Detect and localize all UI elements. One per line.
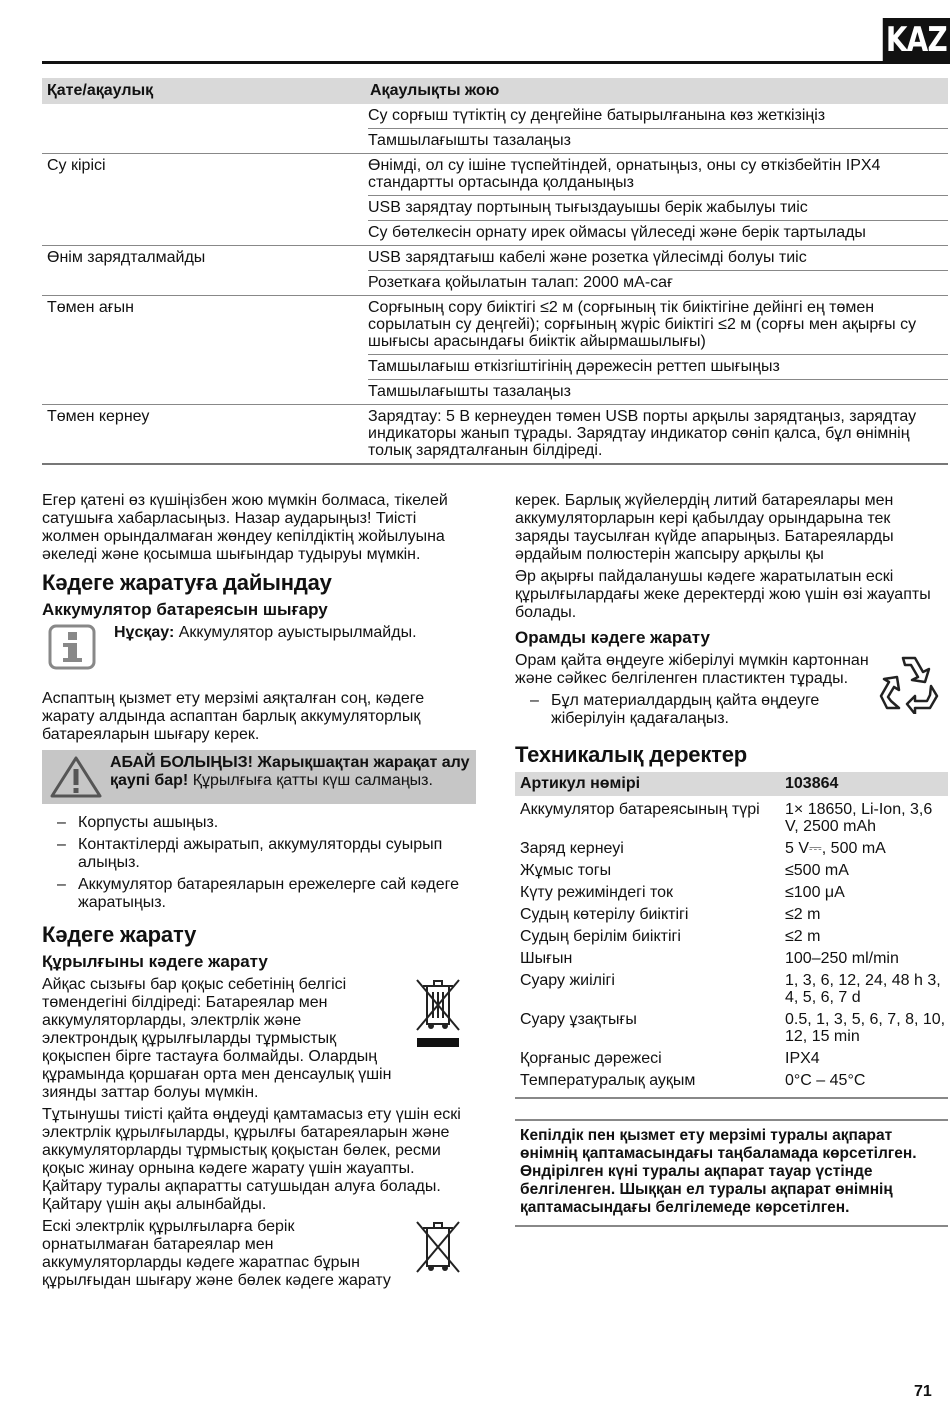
- spec-value: 1, 3, 6, 12, 24, 48 h 3, 4, 5, 6, 7 d: [785, 972, 941, 1006]
- table-row: [515, 1050, 948, 1067]
- table-row: [515, 801, 948, 835]
- spec-key: Шығын: [520, 950, 573, 967]
- list-item: – Контактілерді ажыратып, аккумуляторды суырып алыңыз.: [42, 836, 476, 872]
- remedy-cell: Тамшылағыш өткізгіштігінің дәрежесін реттеп шығыңыз: [368, 354, 948, 379]
- fault-cell: Төмен ағын: [47, 299, 134, 316]
- intro-paragraph: Егер қатені өз күшіңізбен жою мүмкін болмаса, тікелей сатушыға хабарласыңыз. Назар аударыңыз! Тиісті жолмен орындалмаған жөндеу кепілдіктің жойылуына әкеледі және қосымша шығындар тудыруы мүмкін.: [42, 492, 448, 563]
- remedy-cell: USB зарядтағыш кабелі және розетка үйлесімді болуы тиіс: [368, 249, 807, 266]
- table-row: [515, 928, 948, 945]
- old-devices-text: Ескі электрлік құрылғыларға берік орнатылмаған батареялар мен аккумуляторларды кәдеге жаратпас бұрын құрылғыдан шығару және бөлек кәдеге жарату: [42, 1218, 391, 1289]
- spec-key: Жұмыс тогы: [520, 862, 612, 879]
- table-row: [515, 840, 948, 857]
- remedy-cell: Тамшылағышты тазалаңыз: [368, 128, 948, 153]
- spec-bottom-rule: [515, 1097, 948, 1099]
- table-row: [515, 862, 948, 879]
- warning-icon: [48, 754, 104, 800]
- packaging-paragraph: [515, 652, 948, 732]
- guarantee-box: Кепілдік пен қызмет ету мерзімі туралы ақпарат өнімнің қаптамасындағы таңбаламада көрсетілген. Өндірілген күні туралы ақпарат тауар үстінде белгіленген. Шыққан ел туралы ақпарат өнімнің қаптамасындағы белгілемеде көрсетілген.: [515, 1119, 948, 1227]
- remedy-cell: Зарядтау: 5 В кернеуден төмен USB порты арқылы зарядтаңыз, зарядтау индикаторы жанып тұрады. Зарядтау индикатор сөніп қалса, бұл өнімнің толық зарядталғанын білдіреді.: [368, 408, 917, 459]
- spec-value: ≤2 m: [785, 928, 821, 945]
- language-badge: KAZ: [883, 18, 950, 62]
- table-row: [515, 950, 948, 967]
- note-box: [42, 624, 476, 670]
- remedy-cell: Сорғының сору биіктігі ≤2 м (сорғының тік биіктігіне дейінгі ең төмен сорылатын су деңгейі); сорғының жүріс биіктігі ≤2 м (сорғы мен ақырғы су шығысы арасындағы биіктік айырмашылығы): [368, 299, 917, 350]
- spec-value: 103864: [785, 775, 839, 792]
- heading-disposal-prep: Кәдеге жаратуға дайындау: [42, 570, 332, 595]
- table-row: [42, 104, 948, 153]
- remedy-cell: Су бөтелкесін орнату ирек оймасы үйлеседі және берік тартылады: [368, 220, 948, 245]
- spec-key: Қорғаныс дәрежесі: [520, 1050, 662, 1067]
- spec-table: [515, 772, 948, 1099]
- page-number: 71: [914, 1383, 932, 1400]
- top-rule: [42, 61, 950, 64]
- spec-key: Судың берілім биіктігі: [520, 928, 681, 945]
- recycle-icon: [877, 652, 941, 714]
- heading-battery-removal: Аккумулятор батареясын шығару: [42, 600, 328, 619]
- spec-value: IPX4: [785, 1050, 820, 1067]
- fault-cell: Төмен кернеу: [47, 408, 150, 425]
- note-label: Нұсқау:: [114, 624, 175, 641]
- table-header: [42, 78, 948, 104]
- troubleshooting-table: [42, 78, 948, 465]
- spec-value: 0.5, 1, 3, 5, 6, 7, 8, 10, 12, 15 min: [785, 1011, 946, 1045]
- spec-value: ≤2 m: [785, 906, 821, 923]
- warning-box: [42, 750, 476, 804]
- crossed-bin-icon: [413, 976, 463, 1050]
- warning-text: Құрылғыға қатты күш салмаңыз.: [188, 772, 433, 789]
- heading-device-disposal: Құрылғыны кәдеге жарату: [42, 952, 268, 971]
- spec-value: 0°C – 45°C: [785, 1072, 866, 1089]
- left-column: [42, 492, 476, 1294]
- spec-value: 5 V⎓, 500 mA: [785, 840, 886, 857]
- fault-cell: Өнім зарядталмайды: [47, 249, 206, 266]
- spec-value: ≤500 mA: [785, 862, 849, 879]
- battery-return-paragraph: керек. Барлық жүйелердің литий батареялары мен аккумуляторларын кері қабылдау орындарына тек заряды таусылған күйде апарыңыз. Батареяларды әрдайым полюстерін жапсыру арқылы қы: [515, 492, 894, 563]
- service-paragraph: Аспаптың қызмет ету мерзімі аяқталған соң, кәдеге жарату алдында аспаптан барлық аккумуляторлық батареяларын шығару керек.: [42, 690, 425, 743]
- spec-key: Суару жиілігі: [520, 972, 615, 989]
- step-text: Корпусты ашыңыз.: [78, 814, 219, 831]
- heading-technical-data: Техникалық деректер: [515, 742, 748, 767]
- warning-label: АБАЙ БОЛЫҢЫЗ! Жарықшақтан жарақат алу қаупі бар!: [110, 754, 470, 789]
- remedy-cell: Тамшылағышты тазалаңыз: [368, 379, 948, 404]
- step-text: Контактілерді ажыратып, аккумуляторды суырып алыңыз.: [78, 836, 443, 871]
- fault-cell: Су кірісі: [47, 157, 106, 174]
- remedy-cell: Су сорғыш түтіктің су деңгейіне батырылғанына көз жеткізіңіз: [368, 107, 826, 124]
- spec-key: Аккумулятор батареясының түрі: [520, 801, 760, 818]
- packaging-text: Орам қайта өңдеуге жіберілуі мүмкін картоннан және сәйкес белгіленген пластиктен тұрады.: [515, 652, 869, 687]
- table-row: [515, 884, 948, 901]
- header-fault: Қате/ақаулық: [47, 82, 154, 99]
- spec-header: [515, 772, 948, 796]
- right-column: [515, 492, 948, 1227]
- user-data-paragraph: Әр ақырғы пайдаланушы кәдеге жаратылатын ескі құрылғылардағы жеке деректерді жою үшін өзі жауапты болады.: [515, 568, 931, 621]
- spec-key: Судың көтерілу биіктігі: [520, 906, 689, 923]
- list-item: – Корпусты ашыңыз.: [57, 814, 219, 831]
- table-row: [42, 153, 948, 245]
- spec-value: ≤100 μA: [785, 884, 845, 901]
- step-text: Бұл материалдардың қайта өңдеуге жіберілуін қадағалаңыз.: [551, 692, 820, 727]
- remedy-cell: USB зарядтау портының тығыздауышы берік жабылуы тиіс: [368, 195, 948, 220]
- spec-value: 1× 18650, Li-Ion, 3,6 V, 2500 mAh: [785, 801, 933, 835]
- table-row: [515, 1011, 948, 1045]
- step-text: Аккумулятор батареяларын ережелерге сай кәдеге жаратыңыз.: [78, 876, 459, 911]
- list-item: – Бұл материалдардың қайта өңдеуге жіберілуін қадағалаңыз.: [515, 692, 870, 728]
- fault-cell: [42, 104, 368, 153]
- bin-text: Айқас сызығы бар қоқыс себетінің белгісі төмендегіні білдіреді: Батареялар мен аккумуляторларды, электрлік және электрондық құрылғыларды тұрмыстық қоқыспен бірге тастауға болмайды. Олардың құрамында қоршаған орта мен денсаулық үшін зиянды заттар болуы мүмкін.: [42, 976, 392, 1101]
- spec-key: Суару ұзақтығы: [520, 1011, 637, 1028]
- table-bottom-rule: [42, 463, 948, 465]
- table-row: [515, 906, 948, 923]
- heading-disposal: Кәдеге жарату: [42, 922, 197, 947]
- old-devices-paragraph: [42, 1218, 476, 1294]
- list-item: – Аккумулятор батареяларын ережелерге сай кәдеге жаратыңыз.: [42, 876, 476, 912]
- consumer-paragraph: Тұтынушы тиісті қайта өңдеуді қамтамасыз ету үшін ескі электрлік құрылғыларды, құрылғы батареяларын және аккумуляторларды тұрмыстық қоқыстан бөлек, ресми қоқыс жинау орнына кәдеге жарату үшін жауапты. Қайтару туралы ақпаратты сатушыдан алуға болады. Қайтару үшін ақы алынбайды.: [42, 1106, 461, 1213]
- info-icon: [48, 624, 100, 670]
- spec-key: Температуралық ауқым: [520, 1072, 696, 1089]
- spec-key: Артикул нөмірі: [520, 775, 641, 792]
- table-row: [42, 404, 948, 463]
- spec-key: Заряд кернеуі: [520, 840, 624, 857]
- spec-value: 100–250 ml/min: [785, 950, 899, 967]
- table-row: [515, 1072, 948, 1089]
- crossed-bin-icon: [413, 1218, 463, 1276]
- spec-key: Күту режиміндегі ток: [520, 884, 674, 901]
- table-row: [42, 245, 948, 295]
- bin-paragraph: [42, 976, 476, 1106]
- remedy-cell: Өнімді, ол су ішіне түспейтіндей, орнатыңыз, оны су өткізбейтін IPX4 стандартты ортасында қолданыңыз: [368, 157, 881, 191]
- header-remedy: Ақаулықты жою: [370, 82, 500, 99]
- table-row: [515, 972, 948, 1006]
- note-text: Аккумулятор ауыстырылмайды.: [174, 624, 417, 641]
- heading-packaging: Орамды кәдеге жарату: [515, 628, 710, 647]
- remedy-cell: Розеткаға қойылатын талап: 2000 мА-сағ: [368, 270, 948, 295]
- table-row: [42, 295, 948, 404]
